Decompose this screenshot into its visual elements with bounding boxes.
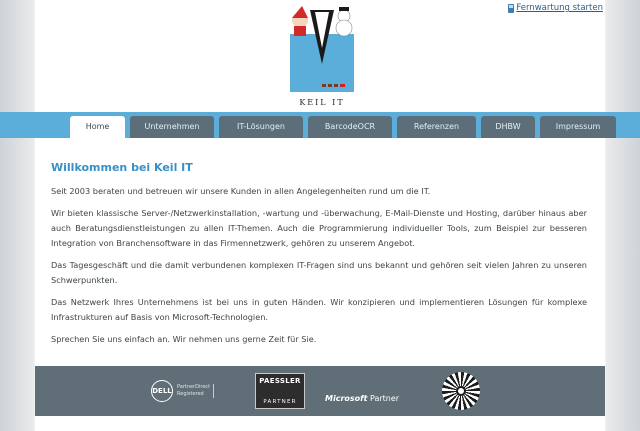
main-content — [51, 161, 587, 354]
tab-home[interactable]: Home — [70, 116, 125, 138]
gear-logo-icon[interactable] — [442, 372, 480, 410]
gear-center — [456, 386, 466, 396]
remote-maintenance-link[interactable] — [508, 3, 603, 13]
services-paragraph: Wir bieten klassische Server-/Netzwerkinstallation, -wartung und -überwachung, E-Mail-Dienste und Hosting, darüber hinaus aber auch Beratungsdienstleistungen zu allen IT-Themen. Auch die Programmierung individueller Tools, zum Beispiel zur besseren Integration von Branchensoftware in das Firmennetzwerk, gehören zu unserem Angebot. — [51, 208, 587, 248]
intro-paragraph: Seit 2003 beraten und betreuen wir unsere Kunden in allen Angelegenheiten rund um die IT. — [51, 186, 431, 196]
tab-it-loesungen[interactable]: IT-Lösungen — [219, 116, 303, 138]
tab-barcodeocr[interactable]: BarcodeOCR — [308, 116, 392, 138]
dell-logo-icon: DELL — [151, 380, 173, 402]
dell-partner-text: PartnerDirect Registered — [177, 384, 214, 398]
experience-paragraph: Das Tagesgeschäft und die damit verbundenen komplexen IT-Fragen sind uns bekannt und gehören seit vielen Jahren zu unseren Schwerpunkten. — [51, 260, 587, 285]
page-container — [35, 0, 605, 431]
header — [35, 0, 605, 112]
page-title: Willkommen bei Keil IT — [51, 161, 193, 174]
remote-maintenance-label[interactable]: Fernwartung starten — [516, 3, 603, 13]
keil-it-logo[interactable] — [288, 4, 356, 108]
paessler-partner-label: PARTNER — [263, 399, 297, 405]
microsoft-partner-logo[interactable] — [325, 373, 409, 409]
network-paragraph: Das Netzwerk Ihres Unternehmens ist bei uns in guten Händen. Wir konzipieren und implementieren Lösungen für komplexe Infrastrukturen auf Basis von Microsoft-Technologien. — [51, 297, 587, 322]
main-nav — [70, 116, 616, 138]
remote-support-icon — [508, 4, 514, 13]
svg-text:KEIL IT: KEIL IT — [299, 98, 345, 107]
contact-paragraph: Sprechen Sie uns einfach an. Wir nehmen uns gerne Zeit für Sie. — [51, 334, 317, 344]
tab-impressum[interactable]: Impressum — [540, 116, 616, 138]
microsoft-partner-text: Microsoft Partner — [325, 394, 400, 403]
paessler-partner-logo[interactable] — [255, 373, 305, 409]
tab-unternehmen[interactable]: Unternehmen — [130, 116, 214, 138]
dell-partner-logo[interactable] — [151, 373, 227, 409]
paessler-name: PAESSLER — [259, 377, 301, 385]
tab-dhbw[interactable]: DHBW — [481, 116, 535, 138]
tab-referenzen[interactable]: Referenzen — [397, 116, 476, 138]
partner-footer — [35, 366, 605, 416]
